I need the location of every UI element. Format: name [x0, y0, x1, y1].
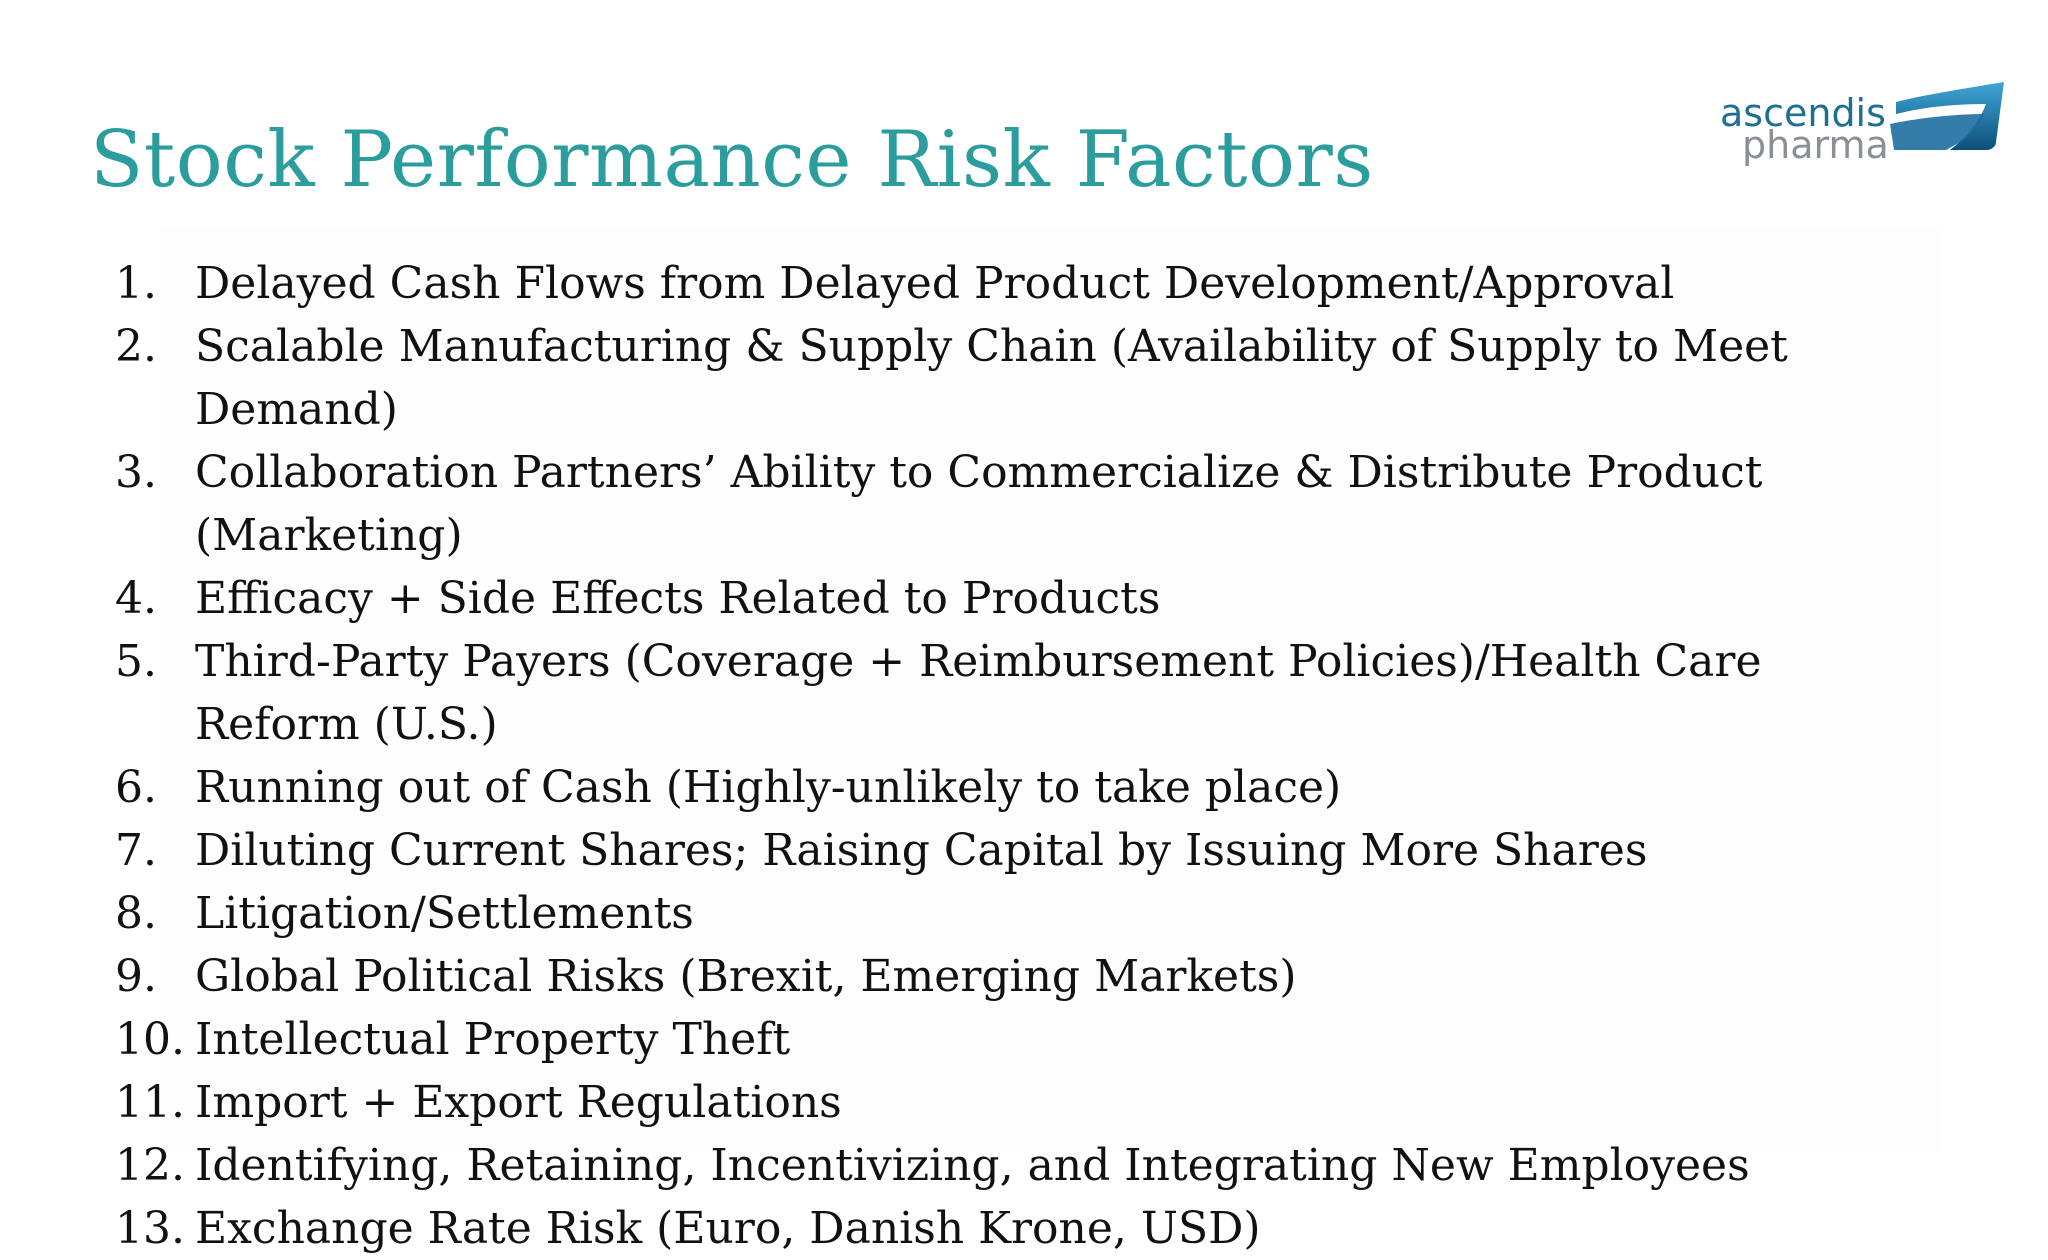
list-item-text: Exchange Rate Risk (Euro, Danish Krone, USD) [195, 1203, 1261, 1254]
list-item-number: 1. [115, 258, 157, 309]
list-item-text: Intellectual Property Theft [195, 1014, 791, 1065]
list-item-text: Import + Export Regulations [195, 1077, 842, 1128]
list-item-text: Global Political Risks (Brexit, Emerging Markets) [195, 951, 1297, 1002]
list-item-number: 12. [115, 1140, 185, 1191]
list-item-number: 9. [115, 951, 157, 1002]
logo-swoosh-icon [1888, 80, 2006, 172]
list-item-number: 2. [115, 321, 157, 372]
list-item-number: 3. [115, 447, 157, 498]
list-item-text: Efficacy + Side Effects Related to Products [195, 573, 1161, 624]
list-item [115, 1134, 1955, 1197]
list-item-number: 13. [115, 1203, 185, 1254]
list-item [115, 1197, 1955, 1260]
list-item [115, 252, 1955, 315]
list-item [115, 1008, 1955, 1071]
list-item-text: Third-Party Payers (Coverage + Reimbursement Policies)/Health Care Reform (U.S.) [195, 636, 1762, 750]
list-item [115, 819, 1955, 882]
risk-factor-list [115, 252, 1955, 1260]
list-item [115, 441, 1955, 567]
list-item-text: Diluting Current Shares; Raising Capital by Issuing More Shares [195, 825, 1648, 876]
list-item-text: Litigation/Settlements [195, 888, 694, 939]
list-item-number: 6. [115, 762, 157, 813]
list-item-number: 4. [115, 573, 157, 624]
list-item [115, 882, 1955, 945]
slide-title: Stock Performance Risk Factors [90, 115, 1374, 205]
list-item-text: Delayed Cash Flows from Delayed Product Development/Approval [195, 258, 1675, 309]
list-item [115, 630, 1955, 756]
list-item-text: Running out of Cash (Highly-unlikely to take place) [195, 762, 1342, 813]
list-item-number: 7. [115, 825, 157, 876]
list-item-text: Collaboration Partners’ Ability to Commercialize & Distribute Product (Marketing) [195, 447, 1763, 561]
logo-wordmark-ascendis: ascendis [1720, 91, 1886, 135]
list-item-number: 5. [115, 636, 157, 687]
list-item-number: 11. [115, 1077, 185, 1128]
logo-wordmark-pharma: pharma [1742, 123, 1889, 167]
list-item-text: Identifying, Retaining, Incentivizing, and Integrating New Employees [195, 1140, 1750, 1191]
list-item-number: 10. [115, 1014, 185, 1065]
list-item-number: 8. [115, 888, 157, 939]
list-item [115, 567, 1955, 630]
list-item [115, 756, 1955, 819]
list-item-text: Scalable Manufacturing & Supply Chain (Availability of Supply to Meet Demand) [195, 321, 1788, 435]
list-item [115, 1071, 1955, 1134]
list-item [115, 945, 1955, 1008]
ascendis-pharma-logo [1720, 70, 2010, 220]
list-item [115, 315, 1955, 441]
